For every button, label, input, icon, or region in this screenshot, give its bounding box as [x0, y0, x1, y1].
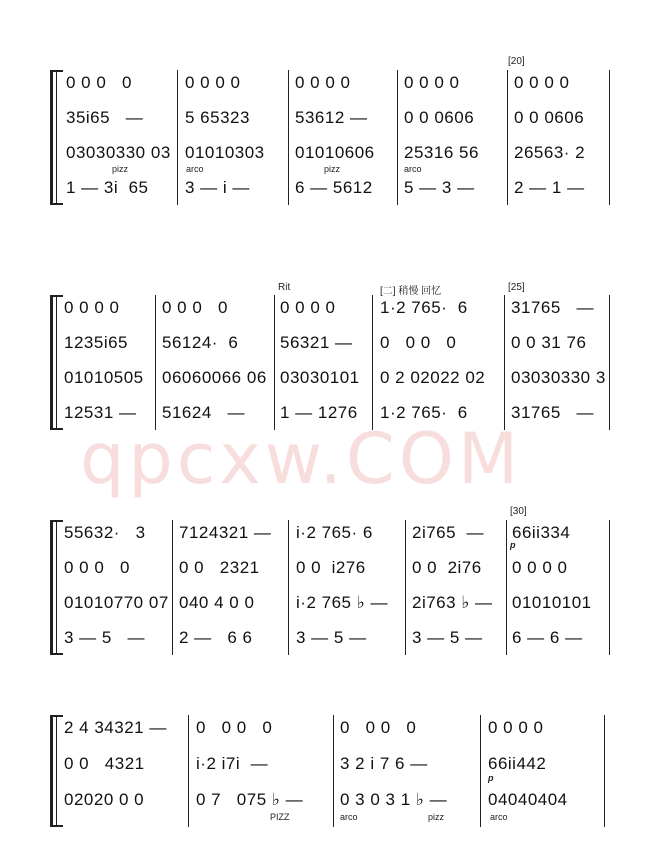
barline — [609, 520, 610, 655]
barline — [604, 715, 605, 827]
barline — [397, 70, 398, 205]
measure-cell: 01010505 — [64, 368, 144, 387]
measure-cell: 1·2 765· 6 — [380, 298, 468, 317]
measure-cell: 31765 — — [511, 403, 594, 422]
measure-cell: 0 0 0 0 — [488, 718, 544, 737]
measure-cell: 01010303 — [185, 143, 265, 162]
measure-cell: 0 0 2i76 — [412, 558, 482, 577]
measure-cell: 66ii442 — [488, 754, 547, 773]
measure-cell: 0 0 4321 — [64, 754, 145, 773]
barline — [480, 715, 481, 827]
measure-cell: 1 — 1276 — [280, 403, 358, 422]
barline — [188, 715, 189, 827]
measure-cell: 6 — 6 — — [512, 628, 583, 647]
measure-cell: 3 — 5 — — [64, 628, 146, 647]
measure-cell: 2i763 ♭ — — [412, 593, 493, 612]
barline — [333, 715, 334, 827]
measure-cell: 51624 — — [162, 403, 245, 422]
measure-cell: 3 — 5 — — [412, 628, 483, 647]
barline — [274, 295, 275, 430]
arco-mark: arco — [404, 164, 422, 174]
pizz-mark: pizz — [324, 164, 341, 174]
measure-cell: i·2 765· 6 — [296, 523, 373, 542]
measure-cell: 0 0 i276 — [296, 558, 366, 577]
measure-cell: 0 7 075 ♭ — — [196, 790, 304, 809]
measure-cell: 5 65323 — [185, 108, 250, 127]
measure-cell: i·2 765 ♭ — — [296, 593, 388, 612]
measure-cell: 03030330 03 — [66, 143, 171, 162]
measure-cell: 2i765 — — [412, 523, 485, 542]
barline — [507, 70, 508, 205]
measure-cell: 3 — i — — [185, 178, 250, 197]
measure-cell: 7124321 — — [179, 523, 272, 542]
measure-cell: 1·2 765· 6 — [380, 403, 468, 422]
barline — [405, 520, 406, 655]
measure-cell: 0 0 0 0 — [185, 73, 241, 92]
measure-cell: 04040404 — [488, 790, 568, 809]
tempo-marking: Rit — [278, 282, 291, 293]
measure-cell: 0 0 0 0 — [295, 73, 351, 92]
measure-cell: 31765 — — [511, 298, 594, 317]
measure-cell: 03030330 3 — [511, 368, 606, 387]
barline — [288, 520, 289, 655]
measure-cell: 0 0 0606 — [404, 108, 475, 127]
barline — [172, 520, 173, 655]
measure-cell: 1235i65 — [64, 333, 129, 352]
barline — [372, 295, 373, 430]
arco-mark: arco — [340, 812, 358, 822]
measure-number-label: [25] — [508, 282, 525, 293]
measure-cell: 0 3 0 3 1 ♭ — — [340, 790, 448, 809]
measure-cell: 02020 0 0 — [64, 790, 145, 809]
system-bracket — [50, 70, 63, 205]
measure-cell: 0 0 0 0 — [64, 558, 130, 577]
barline — [609, 295, 610, 430]
barline — [504, 295, 505, 430]
measure-cell: 0 0 0 0 — [514, 73, 570, 92]
measure-cell: 56321 — — [280, 333, 353, 352]
system-2 — [50, 282, 610, 430]
measure-cell: 0 0 2321 — [179, 558, 260, 577]
measure-cell: 1 — 3i 65 — [66, 178, 149, 197]
measure-cell: 0 0 0 0 — [162, 298, 228, 317]
measure-cell: 0 2 02022 02 — [380, 368, 486, 387]
pizz-mark: pizz — [428, 812, 445, 822]
system-bracket — [50, 715, 63, 827]
arco-mark: arco — [186, 164, 204, 174]
measure-cell: 01010101 — [512, 593, 592, 612]
barline — [155, 295, 156, 430]
measure-cell: 040 4 0 0 — [179, 593, 255, 612]
barline — [177, 70, 178, 205]
measure-cell: 66ii334 — [512, 523, 571, 542]
watermark: qpcxw.COM — [80, 418, 523, 500]
measure-cell: 3 2 i 7 6 — — [340, 754, 428, 773]
measure-cell: 2 4 34321 — — [64, 718, 167, 737]
measure-cell: 0 0 0 0 — [340, 718, 417, 737]
system-bracket — [50, 295, 63, 430]
measure-cell: 2 — 6 6 — [179, 628, 253, 647]
measure-cell: 35i65 — — [66, 108, 144, 127]
measure-cell: 53612 — — [295, 108, 368, 127]
measure-cell: 0 0 0 0 — [404, 73, 460, 92]
section-label: [二] 稍慢 回忆 — [380, 286, 442, 297]
system-4 — [50, 715, 605, 827]
measure-cell: 26563· 2 — [514, 143, 586, 162]
measure-cell: 56124· 6 — [162, 333, 239, 352]
barline — [609, 70, 610, 205]
measure-cell: 25316 56 — [404, 143, 479, 162]
measure-cell: 0 0 0 0 — [512, 558, 568, 577]
measure-number-label: [30] — [510, 506, 527, 517]
measure-cell: 55632· 3 — [64, 523, 146, 542]
measure-cell: 5 — 3 — — [404, 178, 475, 197]
system-3 — [50, 506, 610, 655]
system-bracket — [50, 520, 63, 655]
measure-cell: i·2 i7i — — [196, 754, 269, 773]
measure-cell: 01010770 07 — [64, 593, 169, 612]
dynamic-piano-mark: p — [488, 773, 494, 783]
measure-cell: 0 0 0 0 — [64, 298, 120, 317]
barline — [506, 520, 507, 655]
measure-cell: 0 0 0 0 — [280, 298, 336, 317]
dynamic-piano-mark: p — [510, 540, 516, 550]
measure-cell: 2 — 1 — — [514, 178, 585, 197]
measure-cell: 01010606 — [295, 143, 375, 162]
measure-cell: 0 0 0 0 — [196, 718, 273, 737]
system-1 — [50, 56, 610, 205]
measure-cell: 0 0 0606 — [514, 108, 585, 127]
measure-cell: 12531 — — [64, 403, 137, 422]
measure-cell: 0 0 31 76 — [511, 333, 587, 352]
measure-cell: 06060066 06 — [162, 368, 267, 387]
barline — [288, 70, 289, 205]
measure-cell: 0 0 0 0 — [66, 73, 132, 92]
pizz-mark: pizz — [112, 164, 129, 174]
measure-number-label: [20] — [508, 56, 525, 67]
pizz-mark: PIZZ — [270, 812, 290, 822]
measure-cell: 6 — 5612 — [295, 178, 373, 197]
measure-cell: 03030101 — [280, 368, 360, 387]
arco-mark: arco — [490, 812, 508, 822]
measure-cell: 3 — 5 — — [296, 628, 367, 647]
measure-cell: 0 0 0 0 — [380, 333, 457, 352]
